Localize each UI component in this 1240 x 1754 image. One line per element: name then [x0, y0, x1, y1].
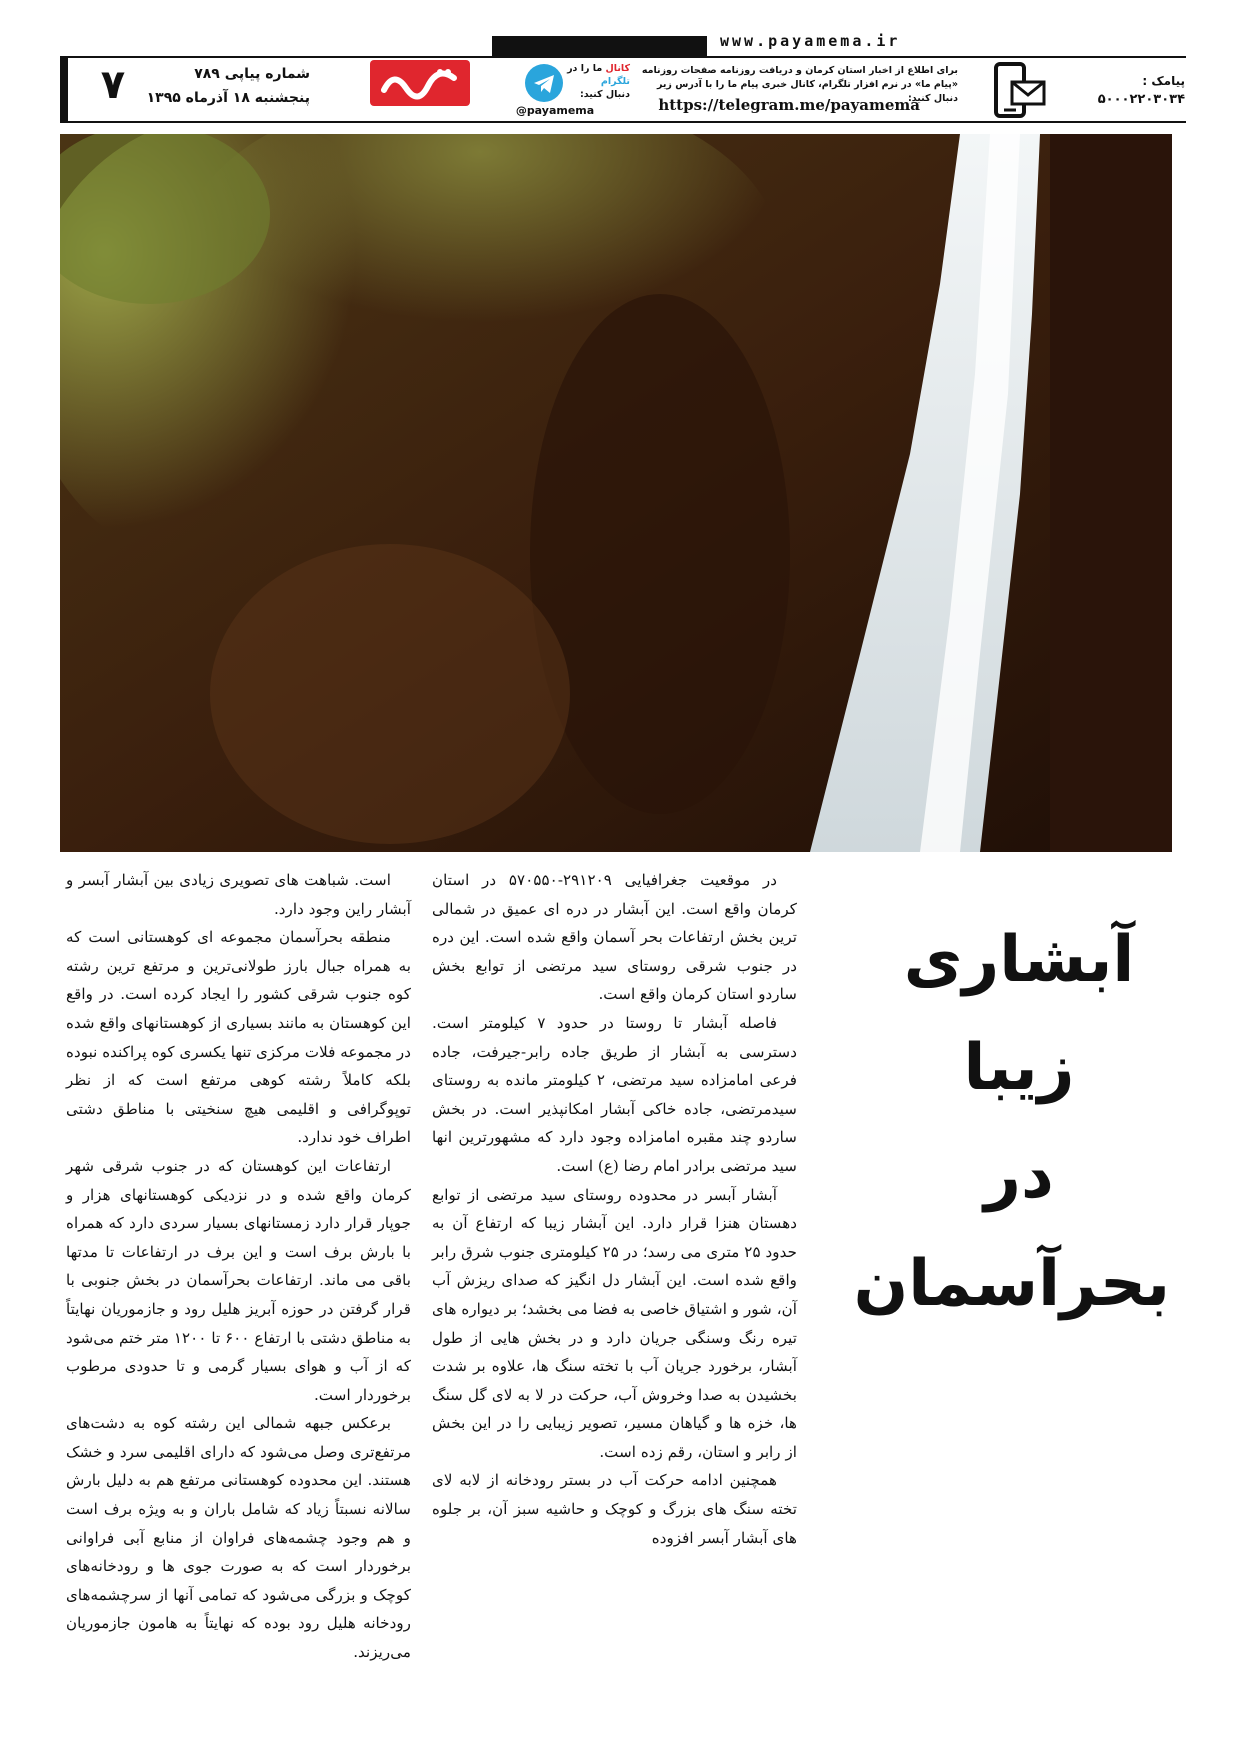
title-line-2: زیبا	[963, 1031, 1075, 1105]
telegram-icon[interactable]	[525, 64, 563, 102]
header-black-bar	[492, 36, 707, 58]
phone-sms-icon	[990, 60, 1050, 120]
telegram-notice-text: برای اطلاع از اخبار استان کرمان و دریافت روزنامه صفحات روزنامه «پیام ما» در نرم افزار تلگرام، کانال خبری پیام ما را با آدرس زیر دنبال کنید:	[641, 65, 958, 104]
page-number: ۷	[100, 62, 126, 108]
waterfall-photo	[60, 134, 1172, 852]
paragraph: همچنین ادامه حرکت آب در بستر رودخانه از لابه لای تخته سنگ های بزرگ و کوچک و حاشیه سبز آن، بر جلوه های آبشار آبسر افزوده	[432, 1471, 797, 1547]
title-line-3: در	[984, 1139, 1054, 1213]
paragraph: ارتفاعات این کوهستان که در جنوب شرقی شهر کرمان واقع شده و در نزدیکی کوهستانهای هزار و جوپار قرار دارد زمستانهای بسیار سردی دارد که همراه با بارش برف است و این برف در ارتفاعات تا مدتها باقی می ماند. ارتفاعات بحرآسمان در بخش جنوبی با قرار گرفتن در حوزه آبریز هلیل رود و جازموریان نهایتاً به مناطق دشتی با ارتفاع ۶۰۰ تا ۱۲۰۰ متر ختم می‌شود که از آب و هوای بسیار گرمی و تا حدودی مرطوب برخوردار است.	[66, 1156, 411, 1404]
title-line-4: بحرآسمان	[853, 1247, 1170, 1321]
article-title	[853, 906, 1170, 1338]
title-line-1: آبشاری	[903, 923, 1135, 997]
paragraph: برعکس جبهه شمالی این رشته کوه به دشت‌های مرتفع‌تری وصل می‌شود که دارای اقلیمی سرد و خشک هستند. این محدوده کوهستانی مرتفع هم به دلیل بارش سالانه نسبتاً زیاد که شامل باران و به ویژه برف است و هم وجود چشمه‌های فراوان از منابع آبی فراوانی برخوردار است که به صورت جوی ها و رودخانه‌های کوچک و بزرگی می‌شود که تمامی آنها از سرچشمه‌های رودخانه هلیل رود بوده که نهایتاً به هامون جازموریان می‌ریزند.	[66, 1414, 411, 1662]
paragraph: منطقه بحرآسمان مجموعه ای کوهستانی است که به همراه جبال بارز طولانی‌ترین و مرتفع ترین رشته کوه جنوب شرقی کشور را ایجاد کرده است. در واقع این کوهستان به مانند بسیاری از کوهستانهای واقع شده در مجموعه فلات مرکزی تنها یکسری کوه پراکنده نبوده بلکه کاملاً رشته کوهی مرتفع است که از نظر توپوگرافی و اقلیمی هیچ سنخیتی با مناطق دشتی اطراف خود ندارد.	[66, 928, 411, 1147]
paragraph: فاصله آبشار تا روستا در حدود ۷ کیلومتر است. دسترسی به آبشار از طریق جاده رابر-جیرفت، جاده فرعی امامزاده سید مرتضی، ۲ کیلومتر مانده به روستای سیدمرتضی، جاده خاکی آبشار امکانپذیر است. در بخش ساردو چند مقبره امامزاده وجود دارد که مشهورترین انها سید مرتضی برادر امام رضا (ع) است.	[432, 1013, 797, 1175]
issue-date: پنجشنبه ۱۸ آذرماه ۱۳۹۵	[146, 90, 310, 106]
paragraph: در موقعیت جغرافیایی ۲۹۱۲۰۹-۵۷۰۵۵۰ در استان کرمان واقع است. این آبشار در دره ای عمیق در شمالی ترین بخش ارتفاعات بحر آسمان واقع شده است. این دره در جنوب شرقی روستای سید مرتضی از توابع بخش ساردو استان کرمان واقع است.	[432, 871, 797, 1004]
newspaper-logo	[370, 60, 470, 106]
issue-number: شماره پیاپی ۷۸۹	[194, 66, 310, 82]
site-url[interactable]: www.payamema.ir	[720, 32, 901, 50]
article-column-left	[66, 866, 411, 1667]
sms-label: پیامک :	[1142, 74, 1185, 88]
paragraph: است. شباهت های تصویری زیادی بین آبشار آبسر و آبشار راین وجود دارد.	[66, 871, 411, 918]
header-bottom-rule	[60, 121, 1186, 123]
telegram-promo: کانال ما را در تلگرام دنبال کنید:	[567, 63, 630, 100]
telegram-link[interactable]: https://telegram.me/payamema	[658, 96, 920, 114]
sms-number: ۵۰۰۰۲۲۰۳۰۳۴	[1097, 92, 1185, 107]
telegram-handle[interactable]: @payamema	[515, 104, 595, 117]
paragraph: آبشار آبسر در محدوده روستای سید مرتضی از توابع دهستان هنزا قرار دارد. این آبشار زیبا که ارتفاع آن به حدود ۲۵ متری می رسد؛ در ۲۵ کیلومتری جنوب شرق رابر واقع شده است. این آبشار دل انگیز که صدای ریزش آب آن، شور و اشتیاق خاصی به فضا می بخشد؛ بر دیواره های تیره رنگ وسنگی جریان دارد و در بخش هایی از طول آبشار، برخورد جریان آب با تخته سنگ ها، علاوه بر شدت بخشیدن به صدا وخروش آب، حرکت در لا به لای گل سنگ ها، خزه ها و گیاهان مسیر، تصویر زیبایی را در این بخش از رابر و استان، رقم زده است.	[432, 1185, 797, 1461]
article-column-right	[432, 866, 797, 1552]
